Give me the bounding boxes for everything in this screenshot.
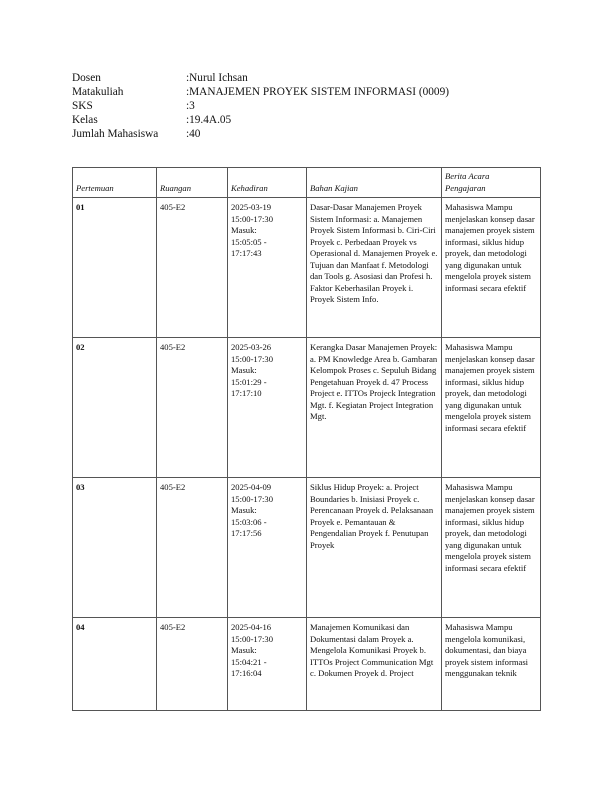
berita-acara-cell: Mahasiswa Mampu menjelaskan konsep dasar manajemen proyek sistem informasi, siklus hidup proyek, dan metodologi yang digunakan untuk mengelola proyek sistem informasi secara efektif [442, 338, 541, 478]
pertemuan-cell: 02 [73, 338, 157, 478]
jumlah-mahasiswa-row [72, 127, 542, 141]
bahan-kajian-cell: Manajemen Komunikasi dan Dokumentasi dalam Proyek a. Mengelola Komunikasi Proyek b. ITTOs Project Communication Mgt c. Dokumen Proyek d. Project [307, 618, 442, 711]
column-header-bahan-kajian: Bahan Kajian [307, 168, 442, 198]
jumlah-mahasiswa-value: :40 [186, 128, 201, 140]
table-row [73, 338, 541, 478]
sks-row [72, 99, 542, 113]
berita-acara-cell: Mahasiswa Mampu mengelola komunikasi, dokumentasi, dan biaya proyek sistem informasi menggunakan teknik [442, 618, 541, 711]
bahan-kajian-cell: Siklus Hidup Proyek: a. Project Boundaries b. Inisiasi Proyek c. Perencanaan Proyek d. Pelaksanaan Proyek e. Pemantauan & Pengendalian Proyek f. Penutupan Proyek [307, 478, 442, 618]
column-header-kehadiran: Kehadiran [228, 168, 307, 198]
ruangan-cell: 405-E2 [157, 478, 228, 618]
sks-label: SKS [72, 100, 93, 112]
pertemuan-cell: 03 [73, 478, 157, 618]
column-header-berita-acara: Berita Acara Pengajaran [442, 168, 541, 198]
table-row [73, 618, 541, 711]
ruangan-cell: 405-E2 [157, 198, 228, 338]
jumlah-mahasiswa-label: Jumlah Mahasiswa [72, 128, 159, 140]
matakuliah-row [72, 85, 542, 99]
berita-acara-cell: Mahasiswa Mampu menjelaskan konsep dasar manajemen proyek sistem informasi, siklus hidup proyek, dan metodologi yang digunakan untuk mengelola proyek sistem informasi secara efektif [442, 198, 541, 338]
matakuliah-value: :MANAJEMEN PROYEK SISTEM INFORMASI (0009) [186, 86, 449, 98]
table-row [73, 478, 541, 618]
kehadiran-cell: 2025-04-09 15:00-17:30 Masuk: 15:03:06 - 17:17:56 [228, 478, 307, 618]
dosen-row [72, 71, 542, 85]
column-header-pertemuan: Pertemuan [73, 168, 157, 198]
attendance-table [72, 167, 541, 711]
bahan-kajian-cell: Dasar-Dasar Manajemen Proyek Sistem Informasi: a. Manajemen Proyek Sistem Informasi b. Ciri-Ciri Proyek c. Perbedaan Proyek vs Operasional d. Manajemen Proyek e. Tujuan dan Manfaat f. Metodologi dan Tools g. Asosiasi dan Profesi h. Faktor Keberhasilan Proyek i. Proyek Sistem Info. [307, 198, 442, 338]
ruangan-cell: 405-E2 [157, 338, 228, 478]
kelas-label: Kelas [72, 114, 98, 126]
kehadiran-cell: 2025-04-16 15:00-17:30 Masuk: 15:04:21 - 17:16:04 [228, 618, 307, 711]
kehadiran-cell: 2025-03-19 15:00-17:30 Masuk: 15:05:05 - 17:17:43 [228, 198, 307, 338]
bahan-kajian-cell: Kerangka Dasar Manajemen Proyek: a. PM Knowledge Area b. Gambaran Kelompok Proses c. Sepuluh Bidang Pengetahuan Proyek d. 47 Process Project e. ITTOs Projeck Integration Mgt. f. Kegiatan Project Integration Mgt. [307, 338, 442, 478]
kehadiran-cell: 2025-03-26 15:00-17:30 Masuk: 15:01:29 - 17:17:10 [228, 338, 307, 478]
table-row [73, 198, 541, 338]
kelas-value: :19.4A.05 [186, 114, 232, 126]
dosen-label: Dosen [72, 72, 101, 84]
sks-value: :3 [186, 100, 195, 112]
pertemuan-cell: 01 [73, 198, 157, 338]
kelas-row [72, 113, 542, 127]
course-info [72, 71, 542, 141]
column-header-ruangan: Ruangan [157, 168, 228, 198]
berita-acara-cell: Mahasiswa Mampu menjelaskan konsep dasar manajemen proyek sistem informasi, siklus hidup proyek, dan metodologi yang digunakan untuk mengelola proyek sistem informasi secara efektif [442, 478, 541, 618]
table-header-row [73, 168, 541, 198]
pertemuan-cell: 04 [73, 618, 157, 711]
matakuliah-label: Matakuliah [72, 86, 124, 98]
ruangan-cell: 405-E2 [157, 618, 228, 711]
dosen-value: :Nurul Ichsan [186, 72, 248, 84]
